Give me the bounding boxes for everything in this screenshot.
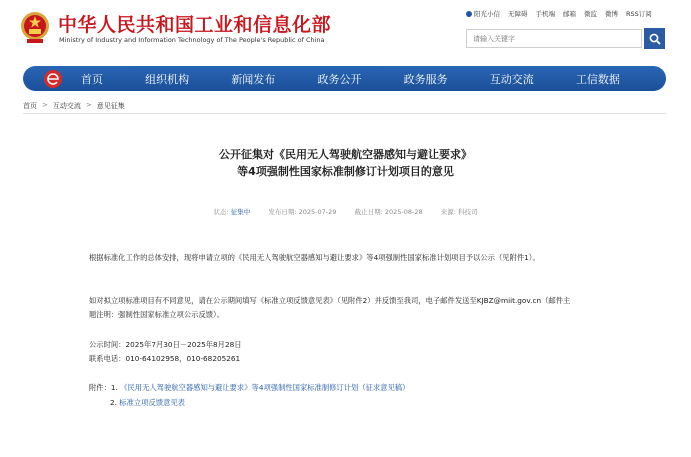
body-paragraph-2-line2: 题注明：强制性国家标准立项公示反馈）。 bbox=[89, 310, 224, 319]
attachment-1-link[interactable]: 《民用无人驾驶航空器感知与避让要求》等4项强制性国家标准制修订计划（征求意见稿） bbox=[120, 383, 410, 392]
attachment-2-index: 2. bbox=[110, 398, 117, 407]
main-nav bbox=[23, 66, 666, 91]
article-title-line2: 等4项强制性国家标准制修订计划项目的意见 bbox=[237, 165, 454, 178]
contact-phone: 联系电话：010-64102958，010-68205261 bbox=[89, 354, 241, 363]
nav-item-news[interactable]: 新闻发布 bbox=[231, 72, 276, 86]
breadcrumb bbox=[23, 101, 125, 111]
nav-item-services[interactable]: 政务服务 bbox=[403, 72, 448, 86]
chevron-right-icon: > bbox=[42, 101, 48, 109]
site-header bbox=[0, 0, 691, 62]
meta-end-label: 截止日期: bbox=[354, 208, 383, 216]
article-title-line1: 公开征集对《民用无人驾驶航空器感知与避让要求》 bbox=[219, 148, 472, 161]
body-paragraph-2-line1: 如对拟立项标准项目有不同意见，请在公示期间填写《标准立项反馈意见表》（见附件2）并反馈至我司，电子邮件发送至KJBZ@miit.gov.cn（邮件主 bbox=[89, 296, 571, 305]
meta-end-value: 2025-08-28 bbox=[384, 208, 423, 216]
attachment-1 bbox=[89, 383, 409, 393]
attachment-label: 附件：1. bbox=[89, 383, 118, 392]
util-link-weijian[interactable]: 微监 bbox=[584, 10, 597, 18]
util-link-weibo[interactable]: 微博 bbox=[605, 10, 618, 18]
notice-period: 公示时间：2025年7月30日－2025年8月28日 bbox=[89, 340, 242, 349]
meta-start-value: 2025-07-29 bbox=[298, 208, 337, 216]
article-meta bbox=[0, 207, 691, 216]
meta-start-label: 发布日期: bbox=[268, 208, 297, 216]
search-input[interactable] bbox=[466, 29, 642, 48]
status-badge: 征集中 bbox=[230, 208, 251, 216]
nav-item-data[interactable]: 工信数据 bbox=[575, 72, 620, 86]
miit-logo-icon[interactable] bbox=[43, 69, 63, 89]
meta-source-value: 科技司 bbox=[458, 208, 478, 216]
attachment-2-link[interactable]: 标准立项反馈意见表 bbox=[119, 398, 185, 407]
chevron-right-icon: > bbox=[85, 101, 92, 109]
search-button[interactable] bbox=[644, 28, 665, 49]
nav-item-organization[interactable]: 组织机构 bbox=[145, 72, 190, 86]
nav-item-government-affairs[interactable]: 政务公开 bbox=[317, 72, 362, 86]
util-link-mobile[interactable]: 手机端 bbox=[535, 10, 555, 18]
body-paragraph-1: 根据标准化工作的总体安排，现将申请立项的《民用无人驾驶航空器感知与避让要求》等4项强制性国家标准计划项目予以公示（见附件1）。 bbox=[89, 253, 540, 262]
util-link-rss[interactable]: RSS订阅 bbox=[626, 10, 652, 18]
breadcrumb-home[interactable]: 首页 bbox=[23, 102, 37, 110]
site-title[interactable]: 中华人民共和国工业和信息化部 bbox=[58, 14, 332, 36]
search-icon bbox=[649, 33, 661, 45]
util-link-sunshine[interactable]: 阳光小信 bbox=[466, 9, 500, 18]
meta-status-label: 状态: bbox=[213, 208, 229, 216]
util-link-mail[interactable]: 邮箱 bbox=[563, 10, 576, 18]
nav-item-home[interactable]: 首页 bbox=[81, 72, 103, 86]
sunshine-icon bbox=[466, 11, 472, 17]
breadcrumb-current[interactable]: 意见征集 bbox=[96, 102, 125, 110]
nav-item-interaction[interactable]: 互动交流 bbox=[489, 72, 534, 86]
divider bbox=[23, 113, 666, 114]
utility-links bbox=[466, 9, 652, 18]
util-link-accessibility[interactable]: 无障碍 bbox=[508, 10, 528, 18]
meta-source-label: 来源: bbox=[440, 208, 456, 216]
breadcrumb-interaction[interactable]: 互动交流 bbox=[52, 102, 81, 110]
site-subtitle: Ministry of Industry and Information Technology of The People's Republic of China bbox=[59, 36, 325, 44]
attachment-2 bbox=[110, 398, 185, 408]
national-emblem-icon bbox=[20, 10, 50, 46]
